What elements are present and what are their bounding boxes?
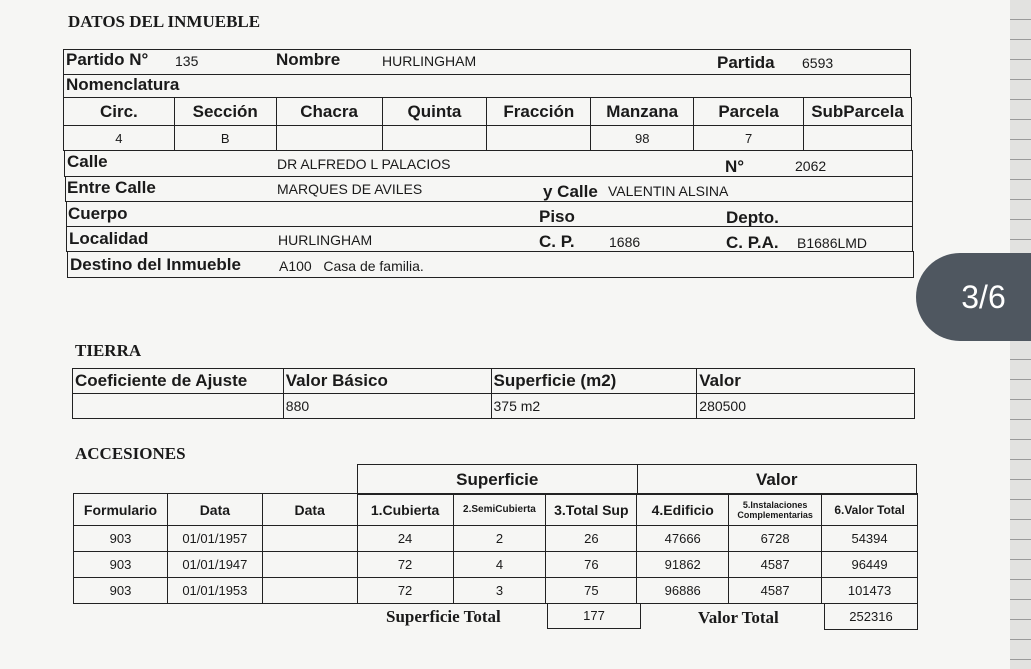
tierra-table <box>72 368 915 419</box>
nom-value <box>804 126 912 151</box>
acc-cell: 903 <box>74 578 168 604</box>
accesiones-group-header <box>357 464 917 495</box>
nom-value <box>487 126 591 151</box>
destino-label: Destino del Inmueble <box>70 255 241 274</box>
acc-cell: 2 <box>453 526 546 552</box>
table-row <box>74 552 918 578</box>
nomenclatura-label: Nomenclatura <box>66 75 180 94</box>
acc-cell: 54394 <box>822 526 918 552</box>
acc-cell: 76 <box>546 552 637 578</box>
acc-cell: 01/01/1957 <box>167 526 262 552</box>
group-valor: Valor <box>637 465 916 495</box>
nom-value <box>276 126 382 151</box>
superficie-total-label: Superficie Total <box>386 607 501 626</box>
valor-total-value: 252316 <box>824 603 918 630</box>
acc-cell: 6728 <box>729 526 822 552</box>
tierra-header: Valor <box>697 369 915 394</box>
superficie-total-value: 177 <box>547 603 641 629</box>
acc-cell: 3 <box>453 578 546 604</box>
numero-value: 2062 <box>795 158 827 174</box>
nom-header: Quinta <box>382 98 487 126</box>
nom-value <box>382 126 487 151</box>
nom-value: B <box>174 126 276 151</box>
tierra-value: 880 <box>283 394 491 419</box>
acc-header: 4.Edificio <box>637 494 729 526</box>
acc-header: Formulario <box>74 494 168 526</box>
depto-label: Depto. <box>726 208 779 227</box>
tierra-header: Superficie (m2) <box>491 369 697 394</box>
group-superficie: Superficie <box>358 465 638 495</box>
acc-cell <box>262 526 357 552</box>
calle-label: Calle <box>67 152 108 171</box>
cpa-value: B1686LMD <box>797 235 868 251</box>
datos-title: DATOS DEL INMUEBLE <box>68 12 261 31</box>
acc-cell: 91862 <box>637 552 729 578</box>
nom-header: Manzana <box>591 98 694 126</box>
row-cuerpo <box>66 201 913 227</box>
page-counter-badge: 3/6 <box>916 253 1031 341</box>
acc-cell: 903 <box>74 526 168 552</box>
acc-header: 3.Total Sup <box>546 494 637 526</box>
acc-header: 5.Instalaciones Complementarias <box>729 494 822 526</box>
entre-calle-value: MARQUES DE AVILES <box>277 181 423 197</box>
nom-value: 7 <box>694 126 804 151</box>
cuerpo-label: Cuerpo <box>68 204 128 223</box>
nom-header: Circ. <box>64 98 175 126</box>
acc-header: Data <box>167 494 262 526</box>
cp-value: 1686 <box>609 234 641 250</box>
cpa-label: C. P.A. <box>726 233 779 252</box>
acc-header: Data <box>262 494 357 526</box>
acc-header: 1.Cubierta <box>357 494 453 526</box>
nom-header: Fracción <box>487 98 591 126</box>
nom-header: SubParcela <box>804 98 912 126</box>
acc-cell: 96449 <box>822 552 918 578</box>
y-calle-label: y Calle <box>543 182 598 201</box>
tierra-header: Valor Básico <box>283 369 491 394</box>
acc-cell: 24 <box>357 526 453 552</box>
acc-cell: 75 <box>546 578 637 604</box>
cp-label: C. P. <box>539 232 575 251</box>
row-entre-calle <box>65 176 913 202</box>
destino-value: A100 Casa de familia. <box>279 258 424 274</box>
nom-header: Chacra <box>276 98 382 126</box>
row-localidad <box>66 226 913 252</box>
partida-label: Partida <box>717 53 775 72</box>
acc-header: 6.Valor Total <box>822 494 918 526</box>
acc-cell: 903 <box>74 552 168 578</box>
partida-value: 6593 <box>802 55 834 71</box>
nombre-label: Nombre <box>276 50 341 69</box>
row-nomenclatura <box>63 74 911 98</box>
acc-header: 2.SemiCubierta <box>453 494 546 526</box>
acc-cell <box>262 578 357 604</box>
acc-cell <box>262 552 357 578</box>
numero-label: N° <box>725 157 745 176</box>
accesiones-table <box>73 493 918 604</box>
piso-label: Piso <box>539 207 575 226</box>
y-calle-value: VALENTIN ALSINA <box>608 183 729 199</box>
tierra-header: Coeficiente de Ajuste <box>73 369 284 394</box>
table-row <box>74 578 918 604</box>
acc-cell: 47666 <box>637 526 729 552</box>
tierra-value: 375 m2 <box>491 394 697 419</box>
tierra-title: TIERRA <box>75 341 142 360</box>
acc-cell: 101473 <box>822 578 918 604</box>
entre-calle-label: Entre Calle <box>67 178 156 197</box>
tierra-value: 280500 <box>697 394 915 419</box>
partido-value: 135 <box>175 53 199 69</box>
acc-cell: 72 <box>357 552 453 578</box>
nom-header: Parcela <box>694 98 804 126</box>
valor-total-label: Valor Total <box>698 608 779 627</box>
table-row <box>74 526 918 552</box>
tierra-value <box>73 394 284 419</box>
acc-cell: 4 <box>453 552 546 578</box>
nomenclatura-table <box>63 97 912 151</box>
localidad-value: HURLINGHAM <box>278 232 373 248</box>
acc-cell: 01/01/1953 <box>167 578 262 604</box>
row-calle <box>64 150 913 177</box>
accesiones-title: ACCESIONES <box>75 444 186 463</box>
partido-label: Partido N° <box>66 50 149 69</box>
nom-value: 98 <box>591 126 694 151</box>
acc-cell: 4587 <box>729 552 822 578</box>
acc-cell: 72 <box>357 578 453 604</box>
acc-cell: 26 <box>546 526 637 552</box>
nombre-value: HURLINGHAM <box>382 53 477 69</box>
acc-cell: 4587 <box>729 578 822 604</box>
localidad-label: Localidad <box>69 229 149 248</box>
nom-value: 4 <box>64 126 175 151</box>
acc-cell: 96886 <box>637 578 729 604</box>
acc-cell: 01/01/1947 <box>167 552 262 578</box>
nom-header: Sección <box>174 98 276 126</box>
calle-value: DR ALFREDO L PALACIOS <box>277 156 451 172</box>
